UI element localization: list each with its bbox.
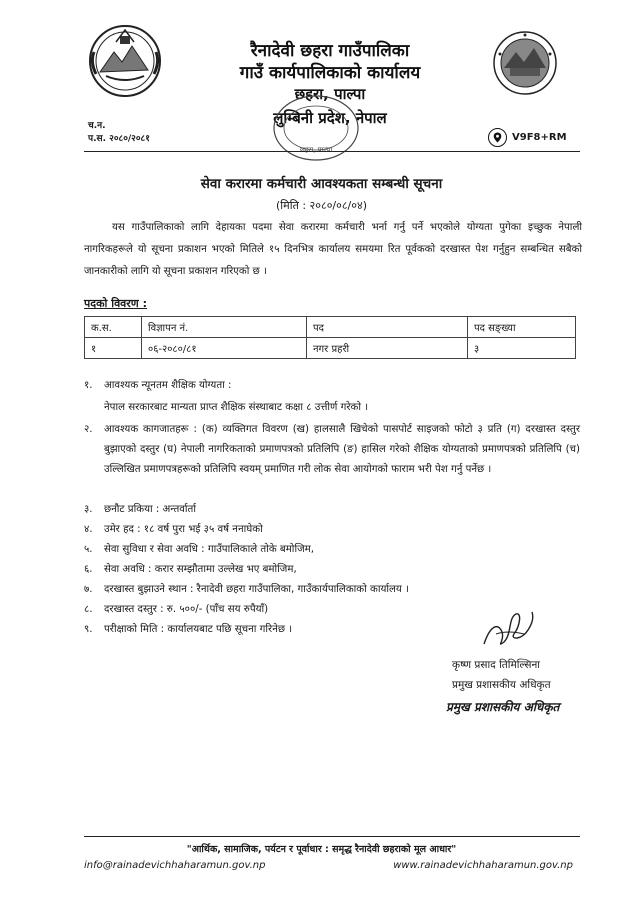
nepal-emblem-logo	[86, 22, 164, 100]
requirement-text: दरखास्त बुझाउने स्थान : रैनादेवी छहरा गाउँपालिका, गाउँकार्यपालिकाको कार्यालय ।	[104, 584, 409, 595]
office-name: गाउँ कार्यपालिकाको कार्यालय	[239, 63, 421, 83]
requirement-text: सेवा अवधि : करार सम्झौतामा उल्लेख भए बमोजिम,	[104, 564, 297, 575]
designation-stamp: प्रमुख प्रशासकीय अधिकृत	[446, 700, 560, 714]
requirement-text: उमेर हद : १८ वर्ष पुरा भई ३५ वर्ष ननाघेको	[104, 524, 263, 535]
footer-email-link[interactable]: info@rainadevichhaharamun.gov.np	[84, 860, 266, 871]
footer-website-link[interactable]: www.rainadevichhaharamun.gov.np	[393, 860, 573, 871]
notice-date: (मिति : २०८०/०८/०४)	[276, 199, 367, 212]
requirement-text: दरखास्त दस्तुर : रु. ५००/- (पाँच सय रुपैयाँ)	[104, 604, 269, 615]
header-divider	[84, 151, 580, 152]
table-cell: ०६-२०८०/८१	[142, 338, 307, 359]
municipality-name: रैनादेवी छहरा गाउँपालिका	[250, 41, 410, 61]
requirement-number: ५.	[84, 544, 93, 555]
location-pin-icon	[488, 128, 507, 147]
post-details-table	[84, 316, 576, 359]
footer-motto: "आर्थिक, सामाजिक, पर्यटन र पूर्वाधार : समृद्ध रैनादेवी छहराको मूल आधार"	[186, 844, 457, 855]
table-header-row	[85, 317, 576, 338]
province-name: लुम्बिनी प्रदेश, नेपाल	[273, 109, 387, 127]
svg-text:छहरा, पाल्पा: छहरा, पाल्पा	[299, 146, 333, 154]
table-row	[85, 338, 576, 359]
table-cell: १	[85, 338, 142, 359]
plus-code-text: V9F8+RM	[512, 132, 567, 143]
table-header-cell: विज्ञापन नं.	[142, 317, 307, 338]
requirement-text: छनौट प्रकिया : अन्तर्वार्ता	[104, 504, 196, 515]
post-details-label: पदको विवरण :	[84, 297, 147, 310]
requirement-text: सेवा सुविधा र सेवा अवधि : गाउँपालिकाले तोके बमोजिम,	[104, 544, 314, 555]
requirement-detail: नेपाल सरकारबाट मान्यता प्राप्त शैक्षिक संस्थाबाट कक्षा ८ उत्तीर्ण गरेको ।	[104, 402, 369, 413]
requirement-item	[84, 580, 584, 600]
requirement-text: आवश्यक न्यूनतम शैक्षिक योग्यता :	[104, 380, 232, 391]
table-cell: नगर प्रहरी	[307, 338, 468, 359]
requirement-item	[84, 560, 584, 580]
location-plus-code	[488, 128, 567, 147]
table-header-cell: पद	[307, 317, 468, 338]
notice-paragraph: यस गाउँपालिकाको लागि देहायका पदमा सेवा करारमा कर्मचारी भर्ना गर्नु पर्ने भएकोले योग्यता पुगेका इच्छुक नेपाली नागरिकहरूले यो सूचना प्रकाशन भएको मितिले १५ दिनभित्र कार्यालय समयमा रित पूर्वकको दरखास्त पेश गर्नुहुन सम्बन्धित सबैको जानकारीको लागि यो सूचना प्रकाशन गरिएको छ ।	[84, 222, 582, 277]
requirement-item	[84, 540, 584, 560]
requirement-number: ८.	[84, 604, 93, 615]
fiscal-year: प.स. २०८०/२०८१	[88, 134, 150, 144]
requirement-number: ६.	[84, 564, 93, 575]
table-header-cell: पद सङ्ख्या	[468, 317, 576, 338]
reference-label: च.न.	[88, 121, 106, 131]
requirement-number: ९.	[84, 624, 93, 635]
requirement-text: परीक्षाको मिति : कार्यालयबाट पछि सूचना गरिनेछ ।	[104, 624, 293, 635]
requirement-item	[84, 376, 584, 396]
requirement-item	[84, 520, 584, 540]
table-header-cell: क.स.	[85, 317, 142, 338]
requirement-number: ३.	[84, 504, 93, 515]
office-address: छहरा, पाल्पा	[294, 85, 366, 103]
office-seal-stamp	[264, 88, 368, 168]
requirement-number: २.	[84, 424, 93, 435]
requirement-text: आवश्यक कागजातहरू : (क) व्यक्तिगत विवरण (ख) हालसालै खिचेको पासपोर्ट साइजको फोटो ३ प्रति (ग) दरखास्त दस्तुर बुझाएको दस्तुर (घ) नेपाली नागरिकताको प्रमाणपत्रको प्रतिलिपि (ङ) हासिल गरेको शैक्षिक योग्यताको प्रमाणपत्रको प्रतिलिपि (च) उल्लिखित प्रमाणपत्रहरूको प्रतिलिपि स्वयम् प्रमाणित गरी लोक सेवा आयोगको फाराम भरी पेश गर्नु पर्नेछ ।	[104, 424, 580, 475]
requirement-number: १.	[84, 380, 93, 391]
municipality-logo	[492, 30, 558, 96]
requirement-number: ७.	[84, 584, 93, 595]
requirement-item	[84, 500, 584, 520]
table-cell: ३	[468, 338, 576, 359]
signatory-name: कृष्ण प्रसाद तिमिल्सिना	[452, 659, 541, 671]
notice-title: सेवा करारमा कर्मचारी आवश्यकता सम्बन्धी सूचना	[200, 176, 443, 192]
requirement-number: ४.	[84, 524, 93, 535]
handwritten-signature	[478, 604, 538, 656]
signatory-designation: प्रमुख प्रशासकीय अधिकृत	[452, 679, 551, 691]
footer-divider	[84, 836, 580, 837]
